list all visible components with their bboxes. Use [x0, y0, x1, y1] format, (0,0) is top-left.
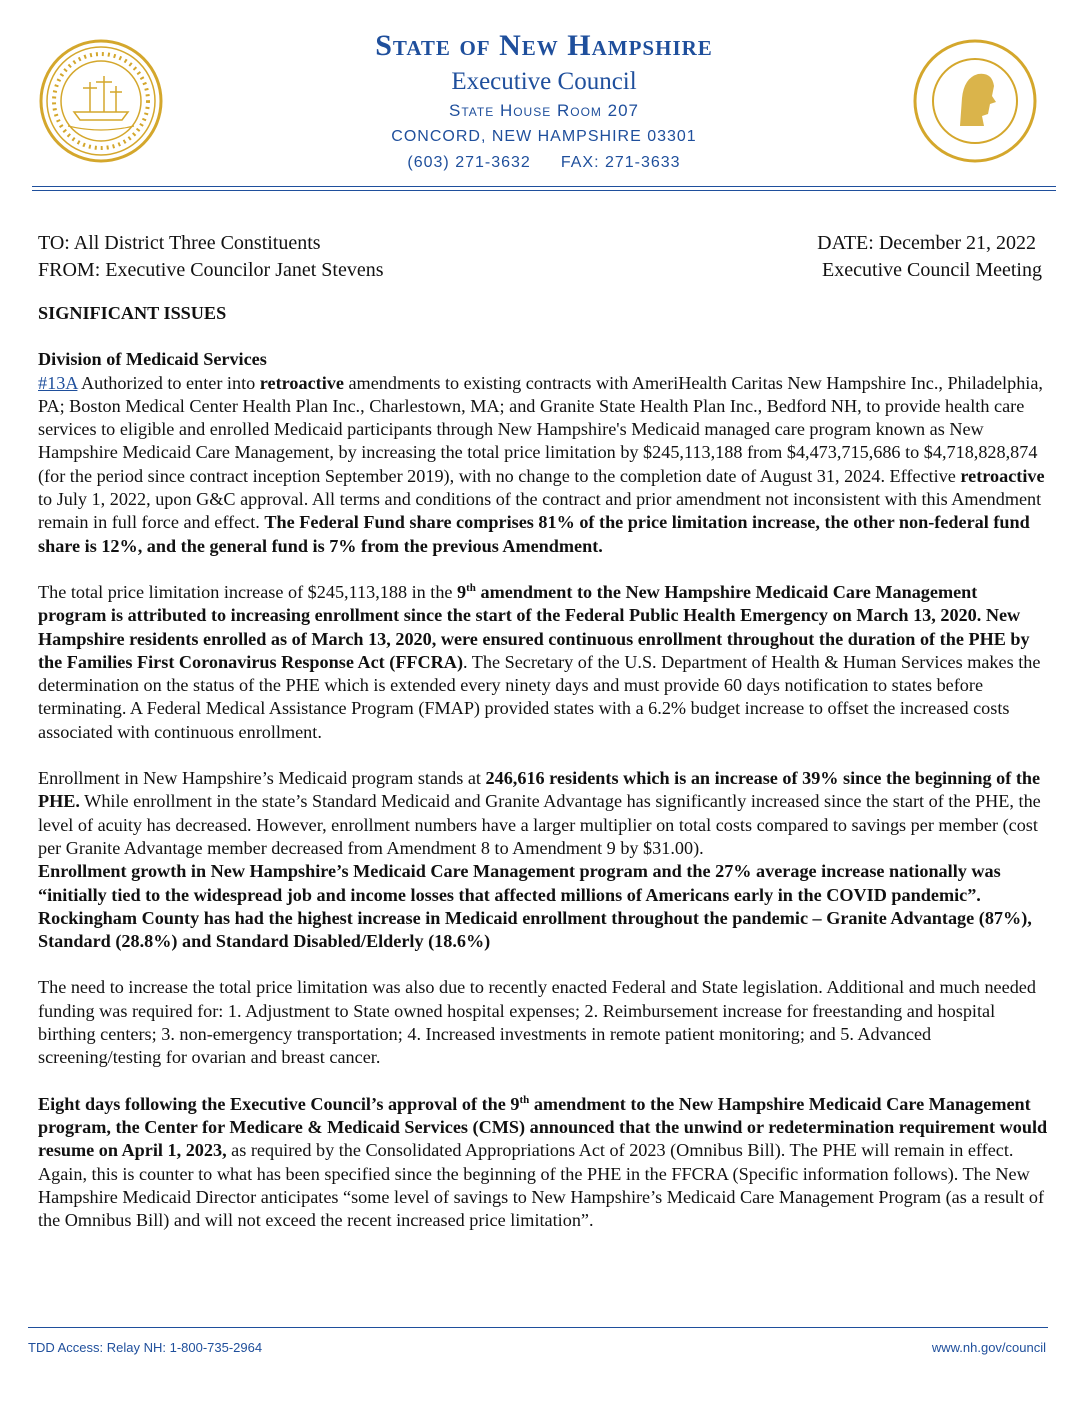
letterhead-fax: FAX: 271-3633: [560, 154, 681, 171]
p6-bold-text: Eight days following the Executive Council’s approval of the 9: [38, 1093, 520, 1114]
footer-rule: [28, 1327, 1048, 1328]
p2-ordinal: 9: [457, 581, 467, 602]
paragraph-enrollment-growth: [38, 860, 1050, 953]
p6-bold-text: amendment to the New Hampshire Medicaid Care Management program, the Center for Medicare & Medicaid Services (CMS) announced that the unwind or redetermination requirement would resume on April 1, 2023,: [38, 1093, 1048, 1161]
nh-state-seal-right-icon: [912, 38, 1038, 164]
nh-state-seal-left-icon: [38, 38, 164, 164]
section-heading: SIGNIFICANT ISSUES: [38, 303, 227, 323]
p3-text: While enrollment in the state’s Standard Medicaid and Granite Advantage has significantly increased since the start of the PHE, the level of acuity has decreased. However, enrollment numbers have a larger multiplier on total costs compared to savings per member (cost per Granite Advantage member decreased from Amendment 8 to Amendment 9 by $31.00).: [38, 791, 1041, 858]
letterhead-title: State of New Hampshire: [375, 29, 713, 62]
p1-text: to July 1, 2022, upon G&C approval. All terms and conditions of the contract and prior amendment not inconsistent with this Amendment remain in full force and effect.: [38, 489, 1042, 533]
paragraph-legislation: The need to increase the total price limitation was also due to recently enacted Federal and State legislation. Additional and much needed funding was required for: 1. Adjustment to State owned hospital expenses; 2. Reimbursement increase for freestanding and hospital birthing centers; 3. non-emergency transportation; 4. Increased investments in remote patient monitoring; and 5. Advanced screening/testing for ovarian and breast cancer.: [38, 977, 1036, 1068]
paragraph-enrollment: [38, 767, 1050, 860]
letterhead-address: CONCORD, NEW HAMPSHIRE 03301: [391, 128, 697, 145]
letterhead-room: State House Room 207: [449, 101, 639, 120]
p3-bold: 246,616 residents which is an increase of 39% since the beginning of the PHE.: [38, 768, 1041, 812]
header-rule: [32, 186, 1056, 187]
letterhead: [0, 0, 1088, 195]
p6-text: as required by the Consolidated Appropriations Act of 2023 (Omnibus Bill). The PHE will remain in effect. Again, this is counter to what has been specified since the beginning of the PHE in the FFCRA (Specific information follows). The New Hampshire Medicaid Director anticipates “some level of savings to New Hampshire’s Medicaid Care Management Program (as a result of the Omnibus Bill) and will not exceed the recent increased price limitation”.: [38, 1140, 1045, 1231]
p2-bold-text: amendment to the New Hampshire Medicaid Care Management program is attributed to increasing enrollment since the start of the Federal Public Health Emergency on March 13, 2020. New Hampshire residents enrolled as of March 13, 2020, were ensured continuous enrollment throughout the duration of the PHE by the Families First Coronavirus Response Act (FFCRA): [38, 581, 1030, 672]
letterhead-contact: [250, 150, 838, 176]
p1-bold: retroactive: [259, 372, 344, 393]
p3-text: Enrollment in New Hampshire’s Medicaid program stands at: [38, 768, 486, 789]
p2-text: The total price limitation increase of $245,113,188 in the: [38, 581, 458, 602]
memo-to: TO: All District Three Constituents: [38, 232, 321, 254]
p1-bold: retroactive: [960, 465, 1045, 486]
p2-ordinal-sup: th: [466, 581, 476, 594]
p2-text: . The Secretary of the U.S. Department of Health & Human Services makes the determination on the status of the PHE which is extended every ninety days and must provide 60 days notification to states before terminating. A Federal Medical Assistance Program (FMAP) provided states with a 6.2% budget increase to offset the increased costs associated with continuous enrollment.: [38, 651, 1041, 742]
letterhead-text: [250, 26, 838, 176]
letterhead-phone: (603) 271-3632: [407, 154, 531, 171]
memo-meeting: Executive Council Meeting: [822, 259, 1042, 281]
item-13a-link[interactable]: #13A: [38, 372, 78, 393]
paragraph-price-limitation: [38, 581, 1050, 744]
p4-bold: Enrollment growth in New Hampshire’s Medicaid Care Management program and the 27% average increase nationally was “initially tied to the widespread job and income losses that affected millions of Americans early in the COVID pandemic”. Rockingham County has had the highest increase in Medicaid enrollment throughout the pandemic – Granite Advantage (87%), Standard (28.8%) and Standard Disabled/Elderly (18.6%): [38, 861, 1032, 952]
division-heading: Division of Medicaid Services: [38, 349, 267, 370]
header-rule-double: [32, 190, 1056, 191]
memo-from: FROM: Executive Councilor Janet Stevens: [38, 259, 384, 281]
memo-date: DATE: December 21, 2022: [817, 232, 1036, 254]
p1-bold: The Federal Fund share comprises 81% of the price limitation increase, the other non-federal fund share is 12%, and the general fund is 7% from the previous Amendment.: [38, 512, 1030, 556]
paragraph-13a: [38, 372, 1050, 558]
paragraph-cms-announcement: [38, 1093, 1050, 1233]
p1-text: amendments to existing contracts with AmeriHealth Caritas New Hampshire Inc., Philadelphia, PA; Boston Medical Center Health Plan Inc., Charlestown, MA; and Granite State Health Plan Inc., Bedford NH, to provide health care services to eligible and enrolled Medicaid participants through New Hampshire's Medicaid managed care program known as New Hampshire Medicaid Care Management, by increasing the total price limitation by $245,113,188 from $4,473,715,686 to $4,718,828,874 (for the period since contract inception September 2019), with no change to the completion date of August 31, 2024. Effective: [38, 372, 1043, 486]
document-body: [38, 302, 1050, 1232]
footer-website-link[interactable]: www.nh.gov/council: [931, 1340, 1046, 1355]
p1-text: Authorized to enter into: [77, 372, 260, 393]
letterhead-subtitle: Executive Council: [451, 68, 637, 95]
footer-tdd: TDD Access: Relay NH: 1-800-735-2964: [28, 1340, 263, 1355]
p6-ordinal-sup: th: [519, 1093, 530, 1106]
